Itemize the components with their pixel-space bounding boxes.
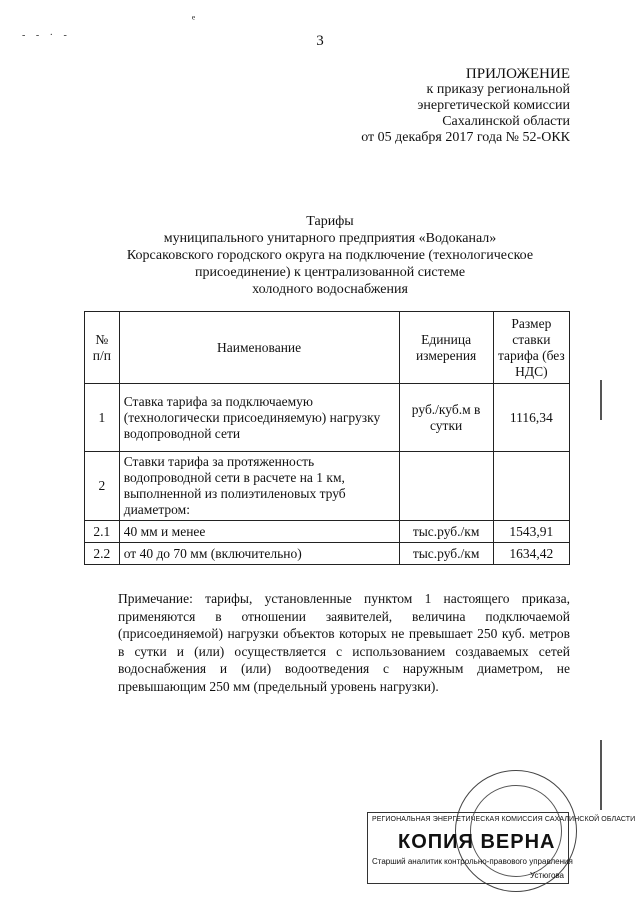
approval-line: к приказу региональной [426, 82, 570, 97]
title-line: Тарифы [306, 214, 354, 229]
row-rate [493, 452, 569, 521]
approval-heading: ПРИЛОЖЕНИЕ [465, 66, 570, 82]
scan-artifact: - - · - [22, 30, 71, 41]
approval-date-line: от 05 декабря 2017 года № 52-ОКК [361, 130, 570, 145]
row-unit: руб./куб.м в сутки [399, 384, 493, 452]
row-name: 40 мм и менее [119, 521, 399, 543]
page-number: 3 [316, 33, 324, 49]
row-num: 2.2 [85, 543, 120, 565]
header-name: Наименование [119, 312, 399, 384]
row-num: 2.1 [85, 521, 120, 543]
scan-edge-line [600, 380, 602, 420]
title-line: Корсаковского городского округа на подключение (технологическое [126, 248, 534, 263]
row-rate: 1116,34 [493, 384, 569, 452]
row-name: Ставка тарифа за подключаемую (технологически присоединяемую) нагрузку водопроводной сети [119, 384, 399, 452]
row-rate: 1634,42 [493, 543, 569, 565]
row-unit: тыс.руб./км [399, 543, 493, 565]
row-unit [399, 452, 493, 521]
title-line: холодного водоснабжения [252, 282, 408, 297]
table-row [85, 543, 570, 565]
approval-line: энергетической комиссии [417, 98, 570, 113]
approval-block [330, 66, 570, 146]
row-num: 1 [85, 384, 120, 452]
row-rate: 1543,91 [493, 521, 569, 543]
scan-tick-mark: ᵉ [192, 12, 196, 26]
table-row [85, 384, 570, 452]
row-unit: тыс.руб./км [399, 521, 493, 543]
header-num: № п/п [85, 312, 120, 384]
header-unit: Единица измерения [399, 312, 493, 384]
header-rate: Размер ставки тарифа (без НДС) [493, 312, 569, 384]
stamp-position: Старший аналитик контрольно-правового управления [372, 857, 573, 866]
table-row [85, 521, 570, 543]
tariff-table [84, 311, 570, 565]
title-line: муниципального унитарного предприятия «Водоканал» [163, 231, 497, 246]
stamp-name: Устюгова [529, 871, 564, 880]
table-header-row [85, 312, 570, 384]
title-line: присоединение) к централизованной системе [194, 265, 466, 280]
note-paragraph: Примечание: тарифы, установленные пунктом 1 настоящего приказа, применяются в отношении заявителей, величина подключаемой (присоединяемой) нагрузки объектов которых не превышает 250 куб. метров в сутки и (или) осуществляется с использованием создаваемых сетей водоснабжения и (или) водоотведения с наружным диаметром, не превышающим 250 мм (предельный уровень нагрузки). [118, 591, 570, 694]
row-name: Ставки тарифа за протяженность водопроводной сети в расчете на 1 км, выполненной из полиэтиленовых труб диаметром: [119, 452, 399, 521]
copy-certified-stamp [367, 812, 636, 884]
row-num: 2 [85, 452, 120, 521]
stamp-copy-label: КОПИЯ ВЕРНА [398, 831, 556, 853]
row-name: от 40 до 70 мм (включительно) [119, 543, 399, 565]
scan-edge-line [600, 740, 602, 810]
stamp-org: РЕГИОНАЛЬНАЯ ЭНЕРГЕТИЧЕСКАЯ КОМИССИЯ САХАЛИНСКОЙ ОБЛАСТИ [372, 816, 636, 823]
approval-line: Сахалинской области [442, 114, 570, 129]
document-title [95, 213, 565, 298]
table-row [85, 452, 570, 521]
